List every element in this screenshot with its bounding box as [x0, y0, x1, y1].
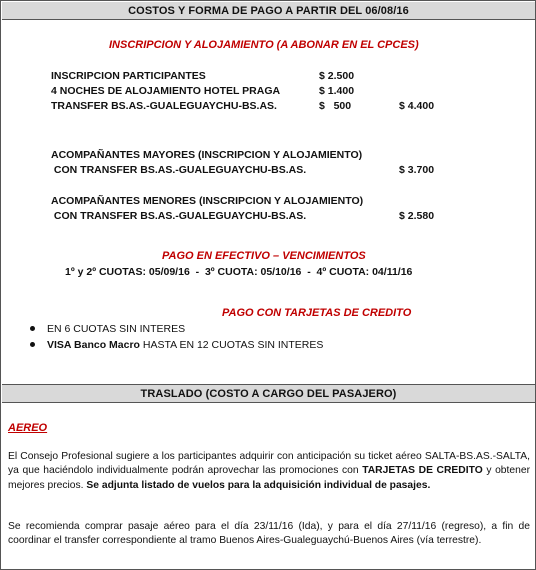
item-total-participant: $ 4.400 [399, 100, 435, 112]
item-label-transfer: TRANSFER BS.AS.-GUALEGUAYCHU-BS.AS. [51, 100, 277, 112]
bullet-icon [30, 342, 35, 347]
paragraph-text-bold-flights: Se adjunta listado de vuelos para la adquisición individual de pasajes. [86, 479, 431, 491]
air-travel-title: AEREO [8, 422, 48, 434]
card-option-text: EN 6 CUOTAS SIN INTERES [47, 323, 186, 335]
card-option-brand: VISA Banco Macro [47, 339, 140, 351]
companions-minor-total: $ 2.580 [399, 210, 435, 222]
item-label-registration: INSCRIPCION PARTICIPANTES [51, 70, 206, 82]
cash-due-dates: 1º y 2º CUOTAS: 05/09/16 - 3º CUOTA: 05/10/16 - 4º CUOTA: 04/11/16 [65, 266, 413, 278]
costs-section [2, 21, 535, 383]
transfer-section [2, 404, 535, 570]
air-travel-paragraph-2: Se recomienda comprar pasaje aéreo para el día 23/11/16 (Ida), y para el día 27/11/16 (regreso), a fin de coordinar el transfer correspondiente al tramo Buenos Aires-Gualeguaychú-Buenos Aires (vía terrestre). [8, 521, 530, 547]
companions-adult-total: $ 3.700 [399, 164, 435, 176]
companions-minor-line1: ACOMPAÑANTES MENORES (INSCRIPCION Y ALOJAMIENTO) [51, 195, 364, 207]
card-option-6-installments [30, 323, 185, 335]
bullet-icon [30, 326, 35, 331]
companions-adult-line1: ACOMPAÑANTES MAYORES (INSCRIPCION Y ALOJAMIENTO) [51, 149, 363, 161]
item-label-lodging: 4 NOCHES DE ALOJAMIENTO HOTEL PRAGA [51, 85, 281, 97]
costs-header: COSTOS Y FORMA DE PAGO A PARTIR DEL 06/08/16 [2, 2, 535, 20]
item-price-lodging: $ 1.400 [319, 85, 355, 97]
paragraph-text: y obtener mejores precios. [8, 465, 530, 491]
companions-adult-line2: CON TRANSFER BS.AS.-GUALEGUAYCHU-BS.AS. [51, 164, 307, 176]
transfer-header: TRASLADO (COSTO A CARGO DEL PASAJERO) [2, 384, 535, 403]
companions-minor-line2: CON TRANSFER BS.AS.-GUALEGUAYCHU-BS.AS. [51, 210, 307, 222]
item-price-transfer: $ 500 [319, 100, 352, 112]
card-option-visa-macro [30, 339, 323, 351]
paragraph-text-bold-cards: TARJETAS DE CREDITO [362, 465, 483, 477]
card-option-text: HASTA EN 12 CUOTAS SIN INTERES [139, 339, 324, 351]
cash-payment-title: PAGO EN EFECTIVO – VENCIMIENTOS [162, 250, 366, 262]
item-price-registration: $ 2.500 [319, 70, 355, 82]
air-travel-paragraph-1 [8, 450, 530, 493]
paragraph-text: El Consejo Profesional sugiere a los participantes adquirir con anticipación su ticket aéreo SALTA-BS.AS.-SALTA, ya que haciéndolo individualmente podrán aprovechar las promociones con [8, 451, 530, 477]
card-payment-title: PAGO CON TARJETAS DE CREDITO [222, 307, 412, 319]
registration-lodging-title: INSCRIPCION Y ALOJAMIENTO (A ABONAR EN EL CPCES) [109, 39, 419, 51]
